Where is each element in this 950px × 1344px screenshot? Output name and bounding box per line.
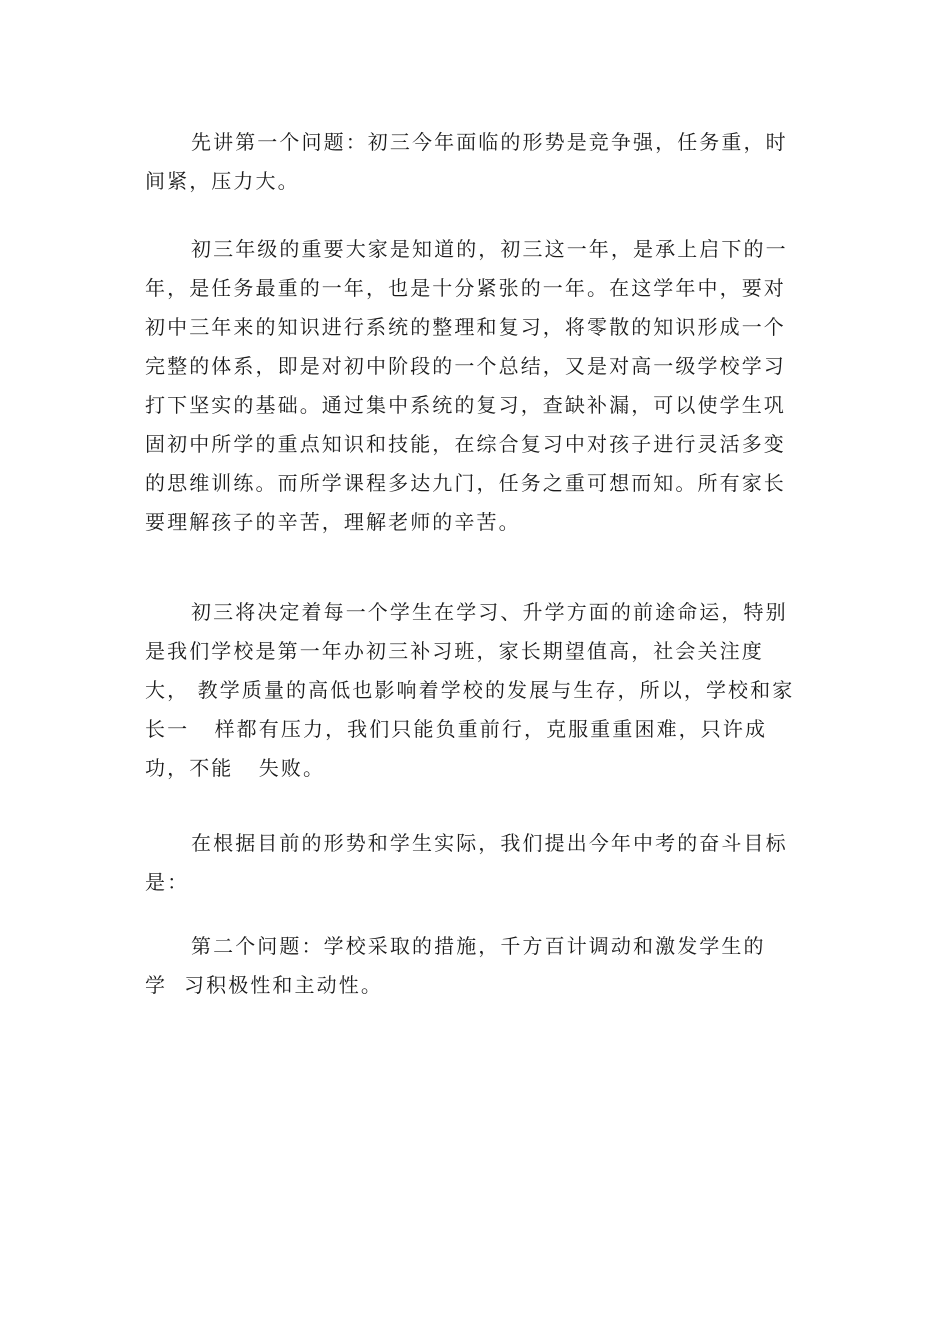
text-line: 初中三年来的知识进行系统的整理和复习，将零散的知识形成一个 (145, 315, 786, 339)
paragraph-5 (145, 927, 807, 1005)
text-line: 第二个问题：学校采取的措施，千方百计调动和激发学生的 (191, 934, 766, 958)
text-line: 先讲第一个问题：初三今年面临的形势是竞争强，任务重，时 (191, 130, 788, 154)
paragraph-4 (145, 824, 807, 902)
text-line: 固初中所学的重点知识和技能，在综合复习中对孩子进行灵活多变 (145, 432, 786, 456)
text-line: 是： (145, 870, 190, 894)
text-line: 打下坚实的基础。通过集中系统的复习，查缺补漏，可以使学生巩 (145, 393, 786, 417)
text-line: 的思维训练。而所学课程多达九门，任务之重可想而知。所有家长 (145, 471, 786, 495)
text-line: 长一 样都有压力，我们只能负重前行，克服重重困难，只许成 (145, 717, 768, 741)
paragraph-3 (145, 593, 807, 788)
text-line: 在根据目前的形势和学生实际，我们提出今年中考的奋斗目标 (191, 831, 788, 855)
text-line: 初三将决定着每一个学生在学习、升学方面的前途命运，特别 (191, 600, 788, 624)
text-line: 功，不能 失败。 (145, 756, 326, 780)
text-line: 初三年级的重要大家是知道的，初三这一年，是承上启下的一 (191, 237, 788, 261)
text-line: 间紧，压力大。 (145, 169, 300, 193)
paragraph-1 (145, 123, 807, 201)
text-line: 年，是任务最重的一年，也是十分紧张的一年。在这学年中，要对 (145, 276, 786, 300)
text-line: 要理解孩子的辛苦，理解老师的辛苦。 (145, 510, 521, 534)
text-line: 大， 教学质量的高低也影响着学校的发展与生存，所以，学校和家 (145, 678, 795, 702)
text-line: 完整的体系，即是对初中阶段的一个总结，又是对高一级学校学习 (145, 354, 786, 378)
paragraph-2 (145, 230, 807, 542)
text-line: 学 习积极性和主动性。 (145, 973, 383, 997)
text-line: 是我们学校是第一年办初三补习班，家长期望值高，社会关注度 (145, 639, 764, 663)
